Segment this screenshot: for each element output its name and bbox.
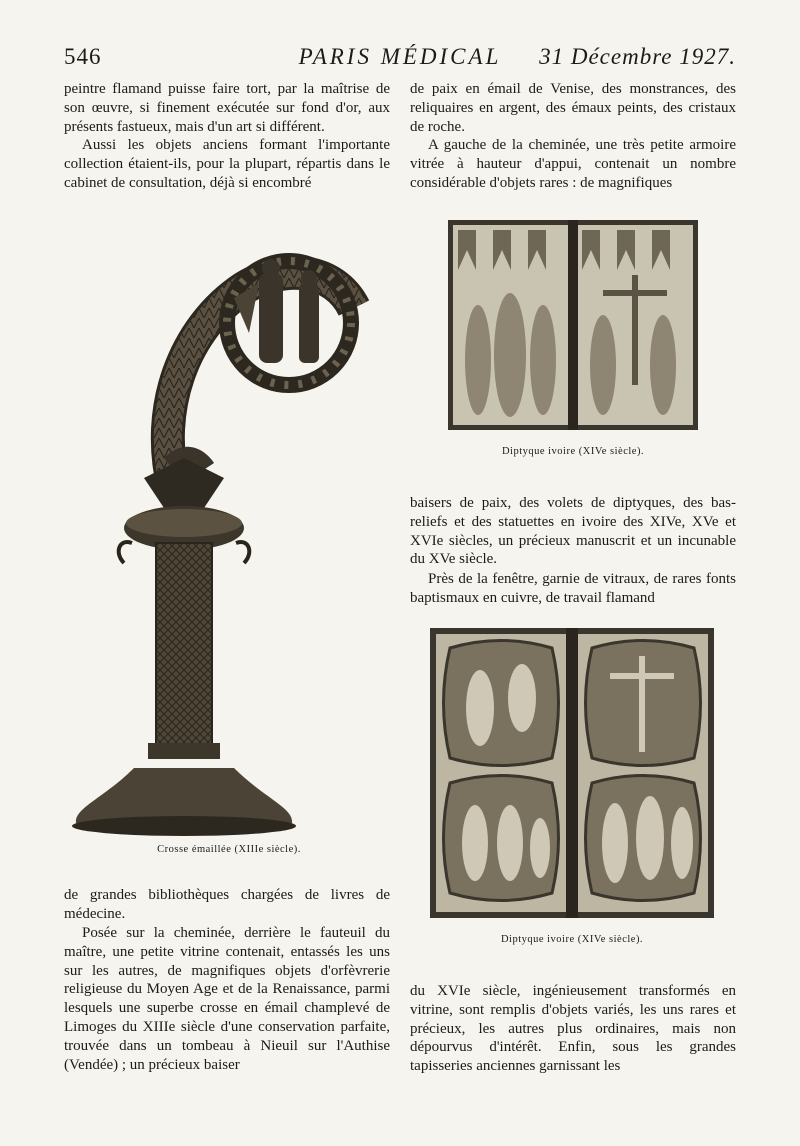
masthead: PARIS MÉDICAL [298,44,502,69]
left-paragraph-4: Posée sur la cheminée, derrière le fauteuil du maître, une petite vitrine contenait, entassés les uns sur les autres, de magnifiques objets d'orfèvrerie religieuse du Moyen Age et de la Renaissance, parmi lesquels une superbe crosse en émail champlevé de Limoges du XIIIe siècle d'une conservation parfaite, trouvée dans un tombeau à Nieuil sur l'Authise (Vendée) ; un précieux baiser [64,925,390,1073]
right-paragraph-2: A gauche de la cheminée, une très petite armoire vitrée à hauteur d'appui, contenait un nombre considérable d'objets rares : de magnifiques [410,137,736,191]
diptych-1-caption: Diptyque ivoire (XIVe siècle). [501,446,645,457]
right-paragraph-3: baisers de paix, des volets de diptyques, des bas-reliefs et des statuettes en ivoire des XIVe, XVe et XVIe siècles, un précieux manuscrit et un incunable du XVe siècle. [410,495,736,568]
page-number: 546 [64,44,102,69]
crosier-caption: Crosse émaillée (XIIIe siècle). [157,844,301,855]
right-paragraph-5: du XVIe siècle, ingénieusement transformés en vitrine, sont remplis d'objets variés, les uns rares et précieux, les autres plus ordinaires, mais non dépourvus d'intérêt. Enfin, sous les grandes tapisseries anciennes garnissant les [410,983,736,1075]
issue-date: 31 Décembre 1927. [539,44,736,69]
diptych-illustration-1 [448,220,698,430]
crosier-figure [64,238,394,868]
left-paragraph-1: peintre flamand puisse faire tort, par la maîtrise de son œuvre, si finement exécutée sur fond d'or, aux présents fastueux, mais d'un art si différent. [64,81,390,135]
diptych-2-caption: Diptyque ivoire (XIVe siècle). [500,934,644,945]
right-paragraph-4: Près de la fenêtre, garnie de vitraux, de rares fonts baptismaux en cuivre, de travail flamand [410,571,736,606]
left-paragraph-3: de grandes bibliothèques chargées de livres de médecine. [64,887,390,922]
crosier-illustration [64,238,394,838]
right-paragraph-1: de paix en émail de Venise, des monstrances, des reliquaires en argent, des émaux peints, des cristaux de roche. [410,81,736,135]
diptych-illustration-2 [430,628,714,918]
diptych-figure-1 [448,220,698,460]
left-paragraph-2: Aussi les objets anciens formant l'importante collection étaient-ils, pour la plupart, répartis dans le cabinet de consultation, déjà si encombré [64,137,390,191]
diptych-figure-2 [430,628,714,958]
running-header [64,44,736,74]
